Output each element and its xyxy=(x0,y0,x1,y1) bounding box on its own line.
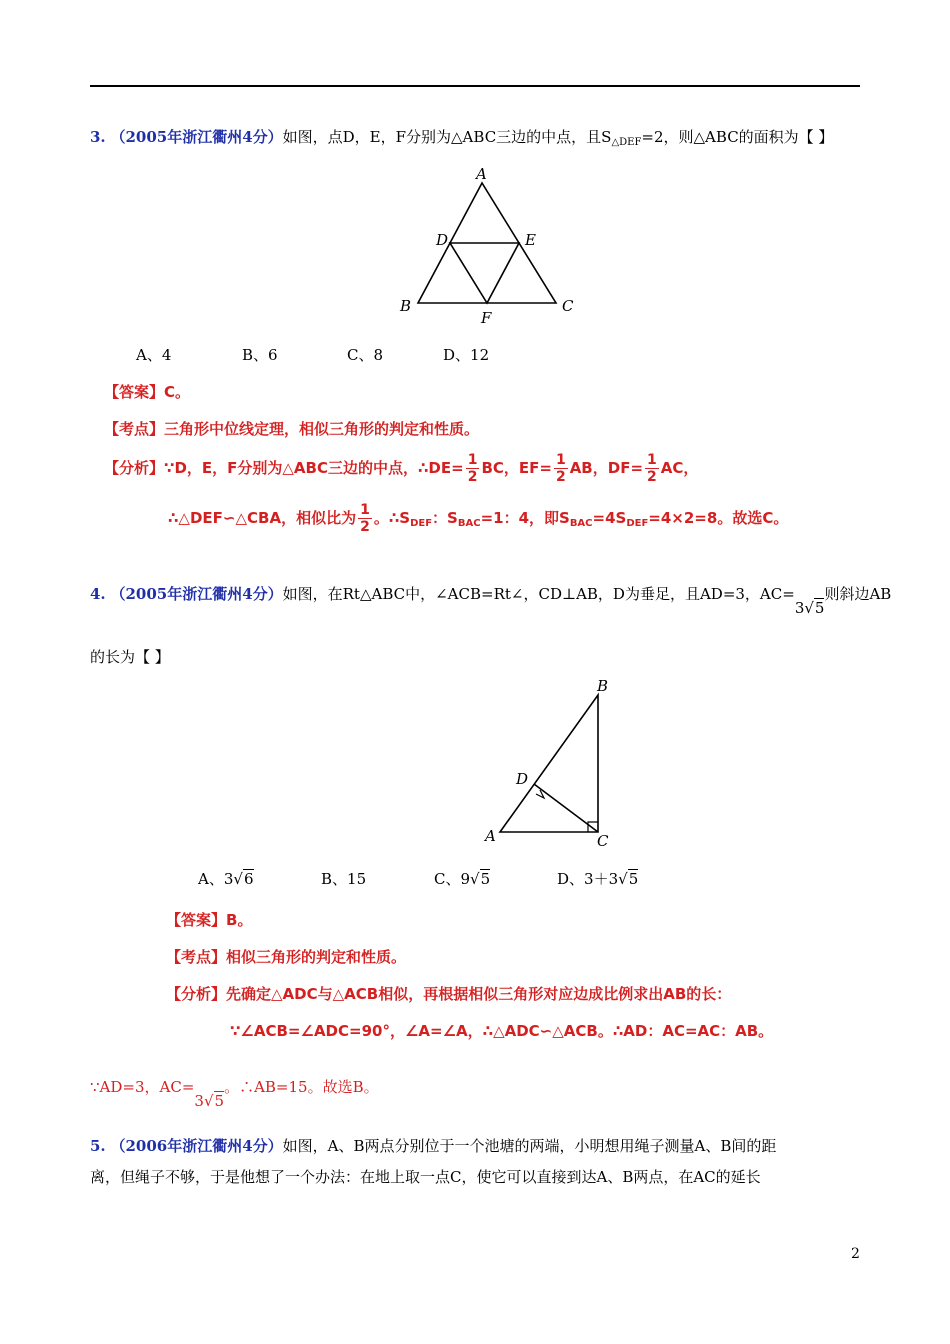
q3-fenxi-2e: BAC xyxy=(457,518,481,529)
q4-fenxi-ac-rad: 5 xyxy=(214,1092,225,1110)
q4-opt-c-coef: 9 xyxy=(460,870,471,888)
q4-opt-d-coef: 3＋3 xyxy=(584,870,619,888)
q4-fenxi-ac-sqrt: √5 xyxy=(203,1092,225,1110)
q3-option-a: A、4 xyxy=(136,346,172,364)
q4-option-b: B、15 xyxy=(321,870,367,888)
q5-stem-line1 xyxy=(90,1135,776,1157)
q4-answer xyxy=(166,909,252,930)
q3-kaodian xyxy=(104,418,479,439)
q3-fenxi-tag: 【分析】 xyxy=(104,459,165,477)
q4-fenxi-tag: 【分析】 xyxy=(166,985,227,1003)
q5-source: （2006年浙江衢州4分） xyxy=(110,1137,283,1155)
q4-label-b: B xyxy=(597,677,609,695)
q3-fenxi-2j: =4×2=8。故选C。 xyxy=(648,509,789,527)
q3-stem xyxy=(90,126,833,154)
q4-kaodian xyxy=(166,946,406,967)
q4-kaodian-tag: 【考点】 xyxy=(166,948,227,966)
frac-num: 1 xyxy=(467,452,478,468)
frac-num: 1 xyxy=(555,452,566,468)
q3-text-b: =2，则△ABC的面积为【 】 xyxy=(641,128,834,146)
q4-answer-tag: 【答案】 xyxy=(166,911,227,929)
q3-half-2 xyxy=(554,452,568,485)
q3-sub: △DEF xyxy=(611,137,642,148)
q4-label-a: A xyxy=(485,827,496,845)
q4-option-d xyxy=(557,868,638,889)
q3-number: 3. xyxy=(90,128,106,146)
q4-label-c: C xyxy=(597,832,609,850)
q4-fenxi-3a: ∵AD=3，AC= xyxy=(90,1078,195,1096)
q3-label-a: A xyxy=(476,165,487,183)
q4-fenxi-line2: ∵∠ACB=∠ADC=90°，∠A=∠A，∴△ADC∽△ACB。∴AD：AC=AC：AB。 xyxy=(230,1022,774,1040)
q4-opt-c-pre: C、 xyxy=(434,870,461,888)
q4-answer-value: B。 xyxy=(226,911,253,929)
q4-stem-line1 xyxy=(90,583,892,617)
q3-fenxi-2f: =1：4，即S xyxy=(480,509,570,527)
q3-fenxi-2i: DEF xyxy=(626,518,649,529)
q5-stem-line2: 离，但绳子不够，于是他想了一个办法：在地上取一点C，使它可以直接到达A、B两点，在AC的延长 xyxy=(90,1168,761,1186)
q3-source: （2005年浙江衢州4分） xyxy=(110,128,283,146)
q4-stem-line2: 的长为【 】 xyxy=(90,648,170,666)
q4-opt-a-pre: A、 xyxy=(198,870,224,888)
q4-figure xyxy=(480,676,630,851)
q4-ac-value xyxy=(795,599,825,617)
q3-fenxi-2g: BAC xyxy=(569,518,593,529)
q3-option-b: B、6 xyxy=(242,346,278,364)
q4-opt-d-pre: D、 xyxy=(557,870,585,888)
q3-fenxi-1b: BC，EF= xyxy=(481,459,552,477)
q3-label-e: E xyxy=(525,231,536,249)
q3-fenxi-1c: AB，DF= xyxy=(569,459,644,477)
frac-den: 2 xyxy=(467,469,478,485)
q4-ac-rad: 5 xyxy=(814,599,825,617)
q4-opt-a-rad: 6 xyxy=(243,870,254,888)
q3-half-3 xyxy=(645,452,659,485)
frac-den: 2 xyxy=(360,519,370,535)
q3-label-c: C xyxy=(562,297,574,315)
frac-den: 2 xyxy=(647,469,657,485)
frac-num: 1 xyxy=(647,452,657,468)
q4-label-d: D xyxy=(516,770,529,788)
q4-fenxi-line1 xyxy=(166,983,731,1004)
q3-option-c: C、8 xyxy=(347,346,384,364)
q4-text-a: 如图，在Rt△ABC中，∠ACB=Rt∠，CD⊥AB，D为垂足，且AD=3，AC= xyxy=(282,585,795,603)
q4-opt-a-coef: 3 xyxy=(223,870,234,888)
q3-kaodian-tag: 【考点】 xyxy=(104,420,165,438)
q3-triangle-def xyxy=(450,243,519,303)
q4-number: 4. xyxy=(90,585,106,603)
q3-figure xyxy=(390,165,590,325)
q4-ac-coef: 3 xyxy=(794,599,805,617)
q3-text-a: 如图，点D，E，F分别为△ABC三边的中点，且S xyxy=(282,128,612,146)
q3-label-b: B xyxy=(400,297,412,315)
q3-label-f: F xyxy=(481,309,492,325)
q4-kaodian-text: 相似三角形的判定和性质。 xyxy=(226,948,407,966)
q3-answer xyxy=(104,381,190,402)
q3-half-1 xyxy=(466,452,480,485)
q3-fenxi-2d: ：S xyxy=(432,509,458,527)
q3-fenxi-2b: 。∴S xyxy=(373,509,411,527)
frac-den: 2 xyxy=(555,469,566,485)
q3-fenxi-line2 xyxy=(168,502,788,535)
q3-answer-value: C。 xyxy=(164,383,191,401)
q3-half-4 xyxy=(358,502,372,535)
q4-fenxi-1: 先确定△ADC与△ACB相似，再根据相似三角形对应边成比例求出AB的长： xyxy=(226,985,732,1003)
q4-triangle-abc xyxy=(500,695,598,832)
q5-number: 5. xyxy=(90,1137,106,1155)
q3-fenxi-2h: =4S xyxy=(592,509,627,527)
page-number: 2 xyxy=(851,1246,860,1262)
q4-fenxi-ac-value xyxy=(194,1092,224,1110)
q3-fenxi-line1 xyxy=(104,452,698,485)
q4-fenxi-ac-coef: 3 xyxy=(194,1092,204,1110)
q4-text-b: 则斜边AB xyxy=(824,585,892,603)
q3-option-d: D、12 xyxy=(443,346,490,364)
q4-opt-c-rad: 5 xyxy=(480,870,491,888)
q4-opt-c-sqrt: √5 xyxy=(470,870,491,888)
q4-fenxi-line3 xyxy=(90,1076,379,1110)
q4-option-c xyxy=(434,868,490,889)
q5-line1: 如图，A、B两点分别位于一个池塘的两端，小明想用绳子测量A、B间的距 xyxy=(282,1137,777,1155)
q3-fenxi-1d: AC， xyxy=(660,459,699,477)
q3-answer-tag: 【答案】 xyxy=(104,383,165,401)
q3-kaodian-text: 三角形中位线定理，相似三角形的判定和性质。 xyxy=(164,420,480,438)
header-rule xyxy=(90,85,860,87)
q4-opt-d-sqrt: √5 xyxy=(618,870,639,888)
q3-fenxi-2c: DEF xyxy=(410,518,433,529)
q3-label-d: D xyxy=(436,231,449,249)
frac-num: 1 xyxy=(360,502,370,518)
q3-fenxi-2a: ∴△DEF∽△CBA，相似比为 xyxy=(168,509,357,527)
q4-opt-a-sqrt: √6 xyxy=(233,870,254,888)
q4-option-a xyxy=(198,868,254,889)
q4-fenxi-3b: 。∴AB=15。故选B。 xyxy=(224,1078,379,1096)
q4-opt-d-rad: 5 xyxy=(628,870,639,888)
q4-source: （2005年浙江衢州4分） xyxy=(110,585,283,603)
q4-ac-sqrt: √5 xyxy=(804,599,825,617)
q3-fenxi-1a: ∵D，E，F分别为△ABC三边的中点，∴DE= xyxy=(164,459,464,477)
